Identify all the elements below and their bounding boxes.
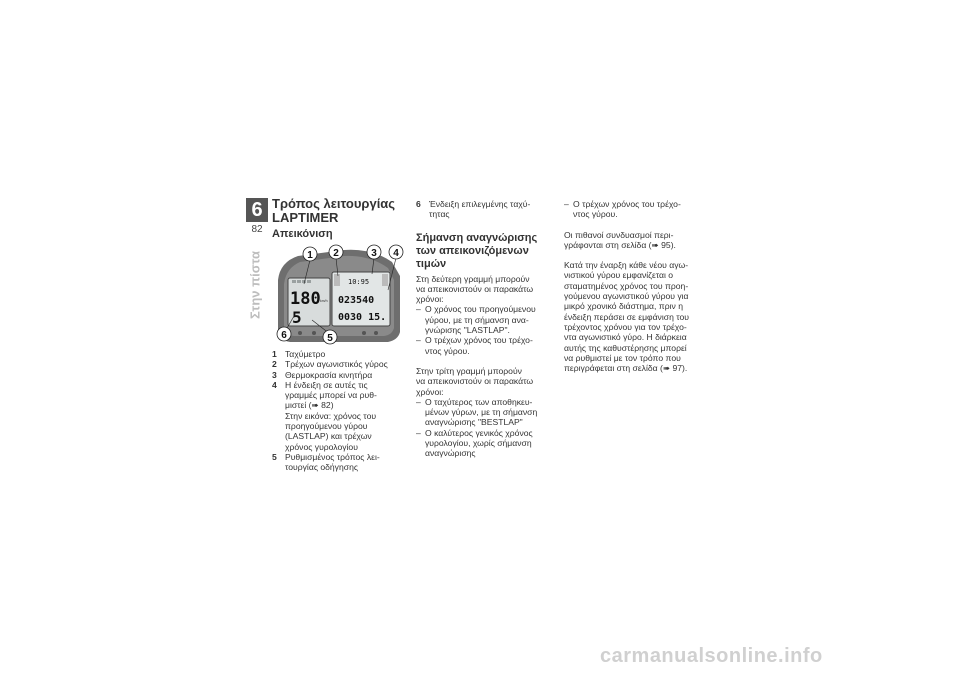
legend-text: Ρυθμισμένος τρόπος λει- [285,451,380,462]
legend-text: Ταχύμετρο [285,349,326,359]
page-title [272,197,395,225]
text-line: χρόνοι: [416,294,444,305]
text-line: Ο τρέχων χρόνος του τρέχο- [425,335,533,346]
legend-text: Ένδειξη επιλεγμένης ταχύ- [429,199,531,209]
text-line: Στην τρίτη γραμμή μπορούν [416,365,522,376]
text-line: Ο ταχύτερος των αποθηκευ- [425,396,533,407]
watermark-text: carmanualsonline.info [600,645,823,667]
text-line: σταματημένος χρόνος του προη- [564,280,689,291]
text-line: περιγράφεται στη σελίδα (➠ 97). [564,363,688,374]
list-item-lastlap: – Ο χρόνος του προηγούμενου γύρου, με τη σήμανση ανα- γνώρισης "LASTLAP". [416,304,551,335]
list-item-best-overall: – Ο καλύτερος γενικός χρόνος γυρολογίου, χωρίς σήμανση αναγνώρισης [416,428,551,459]
text-line: Κατά την έναρξη κάθε νέου αγω- [564,260,689,271]
display-heading: Απεικόνιση [272,228,333,240]
svg-text:km/h: km/h [320,299,328,303]
legend-text: Η ένδειξη σε αυτές τις [285,379,368,390]
text-line: μένων γύρων, με τη σήμανση [425,407,538,418]
text-line: Ο καλύτερος γενικός χρόνος [425,427,533,438]
text-line: ντα αγωνιστικό γύρο. Η διάρκεια [564,332,687,343]
legend-text: προηγούμενου γύρου [285,421,368,432]
gear-readout: 5 [292,308,302,327]
callout-1: 1 [307,250,313,261]
legend-item-1 [272,349,402,359]
text-line: αυτής της καθυστέρησης μπορεί [564,342,687,353]
legend-number: 4 [272,379,277,390]
legend-text: Στην εικόνα: χρόνος του [285,410,377,421]
text-line: Στη δεύτερη γραμμή μπορούν [416,273,530,284]
paragraph-third-line [416,366,551,397]
speed-readout: 180 [290,289,321,309]
title-line-2: LAPTIMER [272,210,339,225]
column-2 [416,199,551,459]
text-line: γύρου, με τη σήμανση ανα- [425,314,529,325]
lap-time-readout: 023540 [338,295,375,306]
text-line: ντος γύρου. [573,209,618,220]
legend-text: Θερμοκρασία κινητήρα [285,369,373,380]
legend-text: τητας [429,209,450,220]
value-marking-heading [416,232,551,271]
text-line: νιστικού γύρου εμφανίζεται ο [564,270,674,281]
callout-3: 3 [371,248,377,259]
heading-line: των απεικονιζόμενων [416,244,529,257]
legend-number: 5 [272,451,277,462]
text-line: να απεικονιστούν οι παρακάτω [416,376,534,387]
text-line: Οι πιθανοί συνδυασμοί περι- [564,229,674,240]
callout-4: 4 [393,248,399,259]
list-item-current-lap: – Ο τρέχων χρόνος του τρέχο- ντος γύρου. [416,335,551,356]
section-title: Στην πίστα [247,250,263,320]
legend-item-2 [272,359,402,369]
text-line: να απεικονιστούν οι παρακάτω [416,283,534,294]
text-line: γούμενου αγωνιστικού γύρου για [564,291,689,302]
clock-readout: 10:95 [348,278,370,286]
legend-item-5 [272,452,402,473]
text-line: αναγνώρισης "BESTLAP" [425,417,523,428]
total-time-readout: 0030 15. [338,312,387,323]
text-line: Ο χρόνος του προηγούμενου [425,304,536,315]
paragraph-lap-start [564,260,709,373]
callout-6: 6 [281,330,287,341]
column-3 [564,199,709,373]
heading-line: Σήμανση αναγνώρισης [416,231,538,244]
legend-text: χρόνος γυρολογίου [285,441,358,452]
legend-item-3 [272,370,402,380]
legend-number: 1 [272,349,277,359]
legend-text: (LASTLAP) και τρέχων [285,431,372,442]
title-line-1: Τρόπος λειτουργίας [272,196,396,211]
text-line: ντος γύρου. [425,345,470,356]
legend-number: 6 [416,199,421,209]
legend-list [272,349,402,473]
text-line: χρόνοι: [416,386,444,397]
legend-item-4 [272,380,402,452]
page-number: 82 [251,224,263,235]
legend-text: μιστεί (➠ 82) [285,400,334,411]
text-line: να ρυθμιστεί με τον τρόπο που [564,352,681,363]
chapter-number: 6 [246,198,268,222]
legend-number: 3 [272,369,277,380]
text-line: Ο τρέχων χρόνος του τρέχο- [573,199,681,209]
text-line: μικρό χρονικό διάστημα, πριν η [564,301,683,312]
heading-line: τιμών [416,257,447,270]
legend-text: τουργίας οδήγησης [285,462,358,473]
section-tab [246,250,264,320]
legend-item-6 [416,199,551,220]
text-line: γνώρισης "LASTLAP". [425,325,510,336]
legend-text: γραμμές μπορεί να ρυθ- [285,390,377,401]
legend-text: Τρέχων αγωνιστικός γύρος [285,359,388,370]
list-item-bestlap: – Ο ταχύτερος των αποθηκευ- μένων γύρων, με τη σήμανση αναγνώρισης "BESTLAP" [416,397,551,428]
text-line: αναγνώρισης [425,448,476,459]
dashboard-illustration [272,240,406,345]
text-line: γράφονται στη σελίδα (➠ 95). [564,239,676,250]
list-item-current-lap-2: – Ο τρέχων χρόνος του τρέχο- ντος γύρου. [564,199,709,220]
paragraph-second-line [416,274,551,305]
paragraph-combinations [564,230,709,251]
legend-number: 2 [272,359,277,370]
text-line: τρέχοντος χρόνου για τον τρέχο- [564,321,687,332]
text-line: γυρολογίου, χωρίς σήμανση [425,438,532,449]
instrument-cluster-drawing [272,240,406,345]
text-line: ένδειξη περάσει σε εμφάνιση του [564,311,689,322]
callout-5: 5 [327,333,333,344]
callout-2: 2 [333,248,339,259]
